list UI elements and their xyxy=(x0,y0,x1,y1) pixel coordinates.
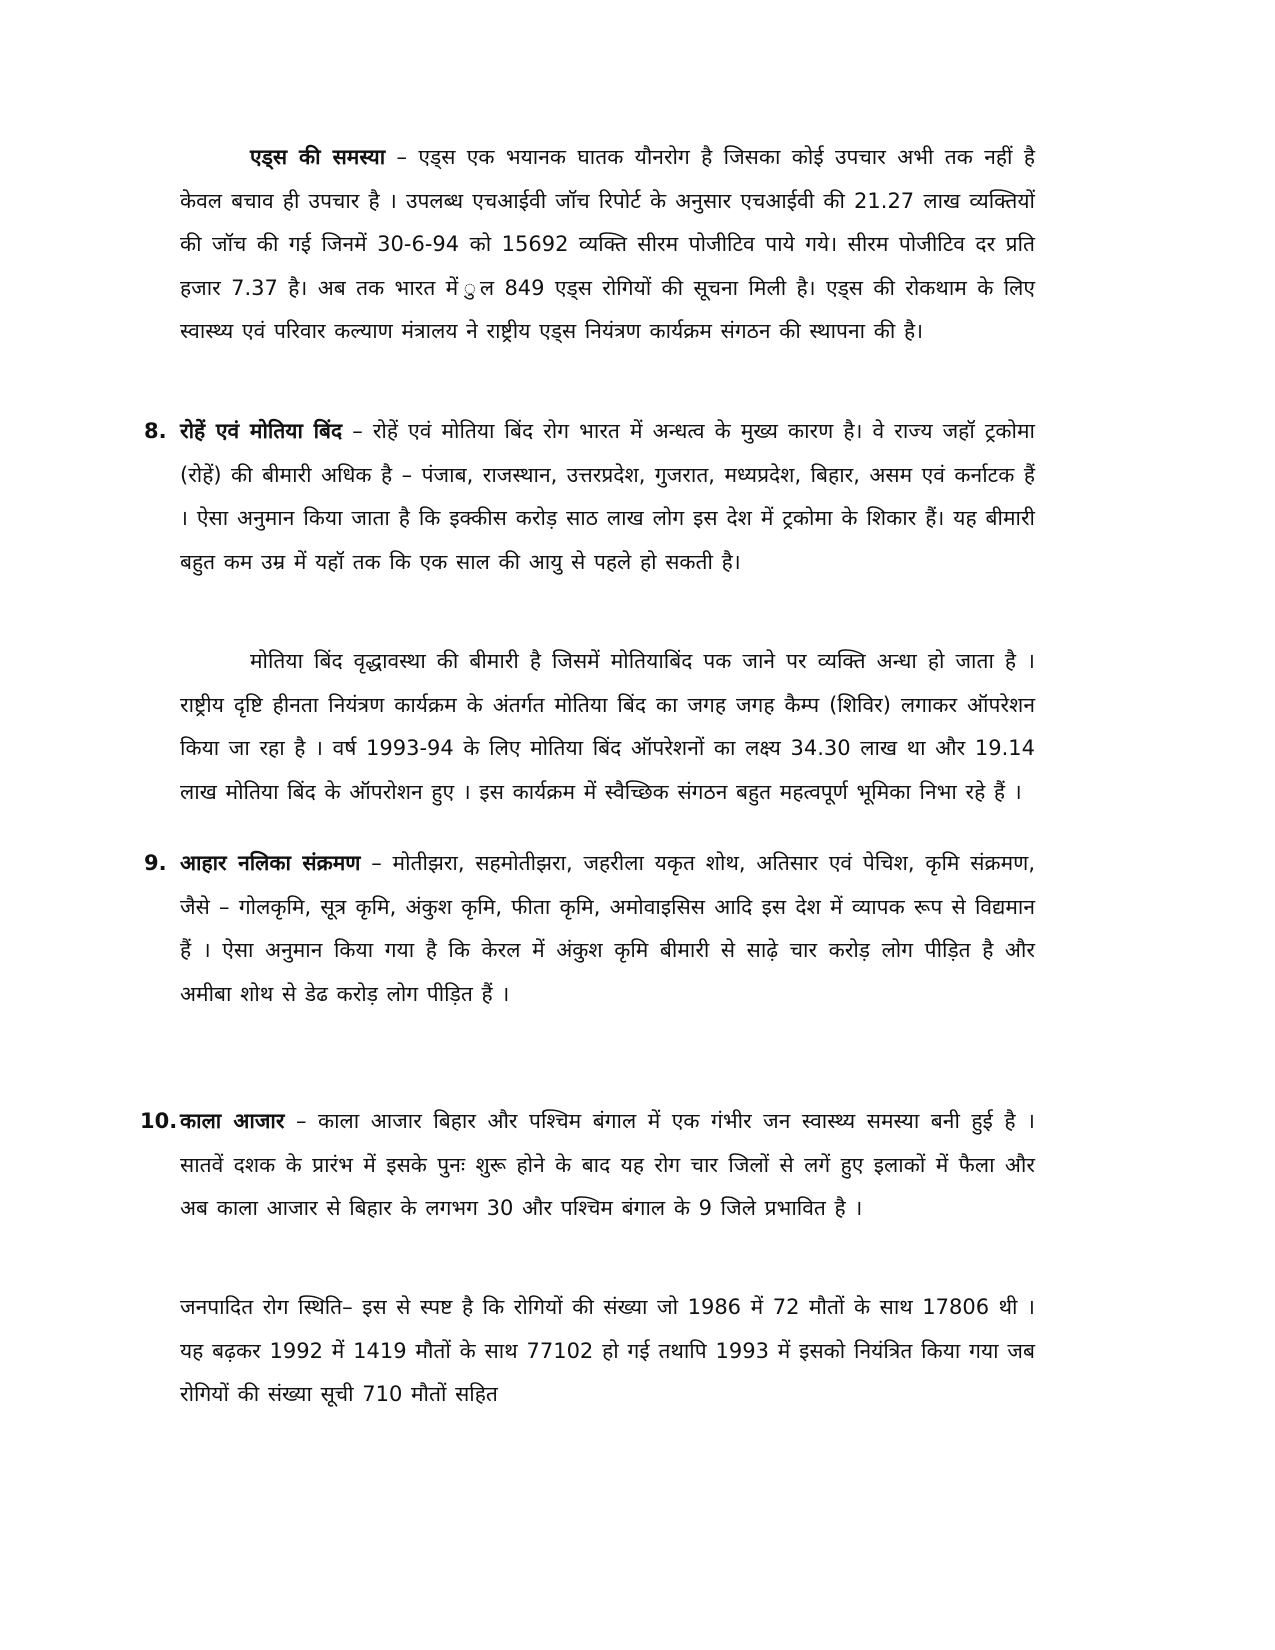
kala-azar-paragraph xyxy=(180,1100,1035,1231)
cataract-paragraph xyxy=(180,640,1035,814)
aids-heading: एड्स की समस्या xyxy=(250,145,386,169)
kala-azar-number: 10. xyxy=(140,1109,178,1133)
digestive-heading: आहार नलिका संक्रमण xyxy=(180,851,361,875)
trachoma-number: 8. xyxy=(144,419,167,443)
trachoma-text: – रोहें एवं मोतिया बिंद रोग भारत में अन्धत्व के मुख्य कारण है। वे राज्य जहॉ ट्रकोमा (रोहें) की बीमारी अधिक है – पंजाब, राजस्थान, उत्तरप्रदेश, गुजरात, मध्यप्रदेश, बिहार, असम एवं कर्नाटक हैं । ऐसा अनुमान किया जाता है कि इक्कीस करोड़ साठ लाख लोग इस देश में ट्रकोमा के शिकार हैं। यह बीमारी बहुत कम उम्र में यहॉ तक कि एक साल की आयु से पहले हो सकती है। xyxy=(180,419,1035,574)
digestive-number: 9. xyxy=(144,851,167,875)
epidemic-paragraph xyxy=(180,1286,1035,1417)
kala-azar-text: – काला आजार बिहार और पश्चिम बंगाल में एक गंभीर जन स्वास्थ्य समस्या बनी हुई है । सातवें दशक के प्रारंभ में इसके पुनः शुरू होने के बाद यह रोग चार जिलों से लगें हुए इलाकों में फैला और अब काला आजार से बिहार के लगभग 30 और पश्चिम बंगाल के 9 जिले प्रभावित है । xyxy=(180,1109,1035,1220)
aids-paragraph xyxy=(180,136,1035,354)
digestive-paragraph xyxy=(180,842,1035,1016)
digestive-text: – मोतीझरा, सहमोतीझरा, जहरीला यकृत शोथ, अतिसार एवं पेचिश, कृमि संक्रमण, जैसे – गोलकृमि, सूत्र कृमि, अंकुश कृमि, फीता कृमि, अमोवाइसिस आदि इस देश में व्यापक रूप से विद्यमान हैं । ऐसा अनुमान किया गया है कि केरल में अंकुश कृमि बीमारी से साढ़े चार करोड़ लोग पीड़ित है और अमीबा शोथ से डेढ करोड़ लोग पीड़ित हैं । xyxy=(180,851,1035,1006)
kala-azar-heading: काला आजार xyxy=(180,1109,285,1133)
epidemic-text: जनपादित रोग स्थिति– इस से स्पष्ट है कि रोगियों की संख्या जो 1986 में 72 मौतों के साथ 17806 थी । यह बढ़कर 1992 में 1419 मौतों के साथ 77102 हो गई तथापि 1993 में इसको नियंत्रित किया गया जब रोगियों की संख्या सूची 710 मौतों सहित xyxy=(180,1295,1035,1406)
aids-text: – एड्स एक भयानक घातक यौनरोग है जिसका कोई उपचार अभी तक नहीं है केवल बचाव ही उपचार है । उपलब्ध एचआईवी जॉच रिपोर्ट के अनुसार एचआईवी की 21.27 लाख व्यक्तियों की जॉच की गई जिनमें 30-6-94 को 15692 व्यक्ति सीरम पोजीटिव पाये गये। सीरम पोजीटिव दर प्रति हजार 7.37 है। अब तक भारत में ुल 849 एड्स रोगियों की सूचना मिली है। एड्स की रोकथाम के लिए स्वास्थ्य एवं परिवार कल्याण मंत्रालय ने राष्ट्रीय एड्स नियंत्रण कार्यक्रम संगठन की स्थापना की है। xyxy=(180,145,1035,343)
trachoma-paragraph xyxy=(180,410,1035,584)
cataract-text: मोतिया बिंद वृद्धावस्था की बीमारी है जिसमें मोतियाबिंद पक जाने पर व्यक्ति अन्धा हो जाता है । राष्ट्रीय दृष्टि हीनता नियंत्रण कार्यक्रम के अंतर्गत मोतिया बिंद का जगह जगह कैम्प (शिविर) लगाकर ऑपरेशन किया जा रहा है । वर्ष 1993-94 के लिए मोतिया बिंद ऑपरेशनों का लक्ष्य 34.30 लाख था और 19.14 लाख मोतिया बिंद के ऑपरोशन हुए । इस कार्यक्रम में स्वैच्छिक संगठन बहुत महत्वपूर्ण भूमिका निभा रहे हैं । xyxy=(180,649,1035,804)
trachoma-heading: रोहें एवं मोतिया बिंद xyxy=(180,419,343,443)
